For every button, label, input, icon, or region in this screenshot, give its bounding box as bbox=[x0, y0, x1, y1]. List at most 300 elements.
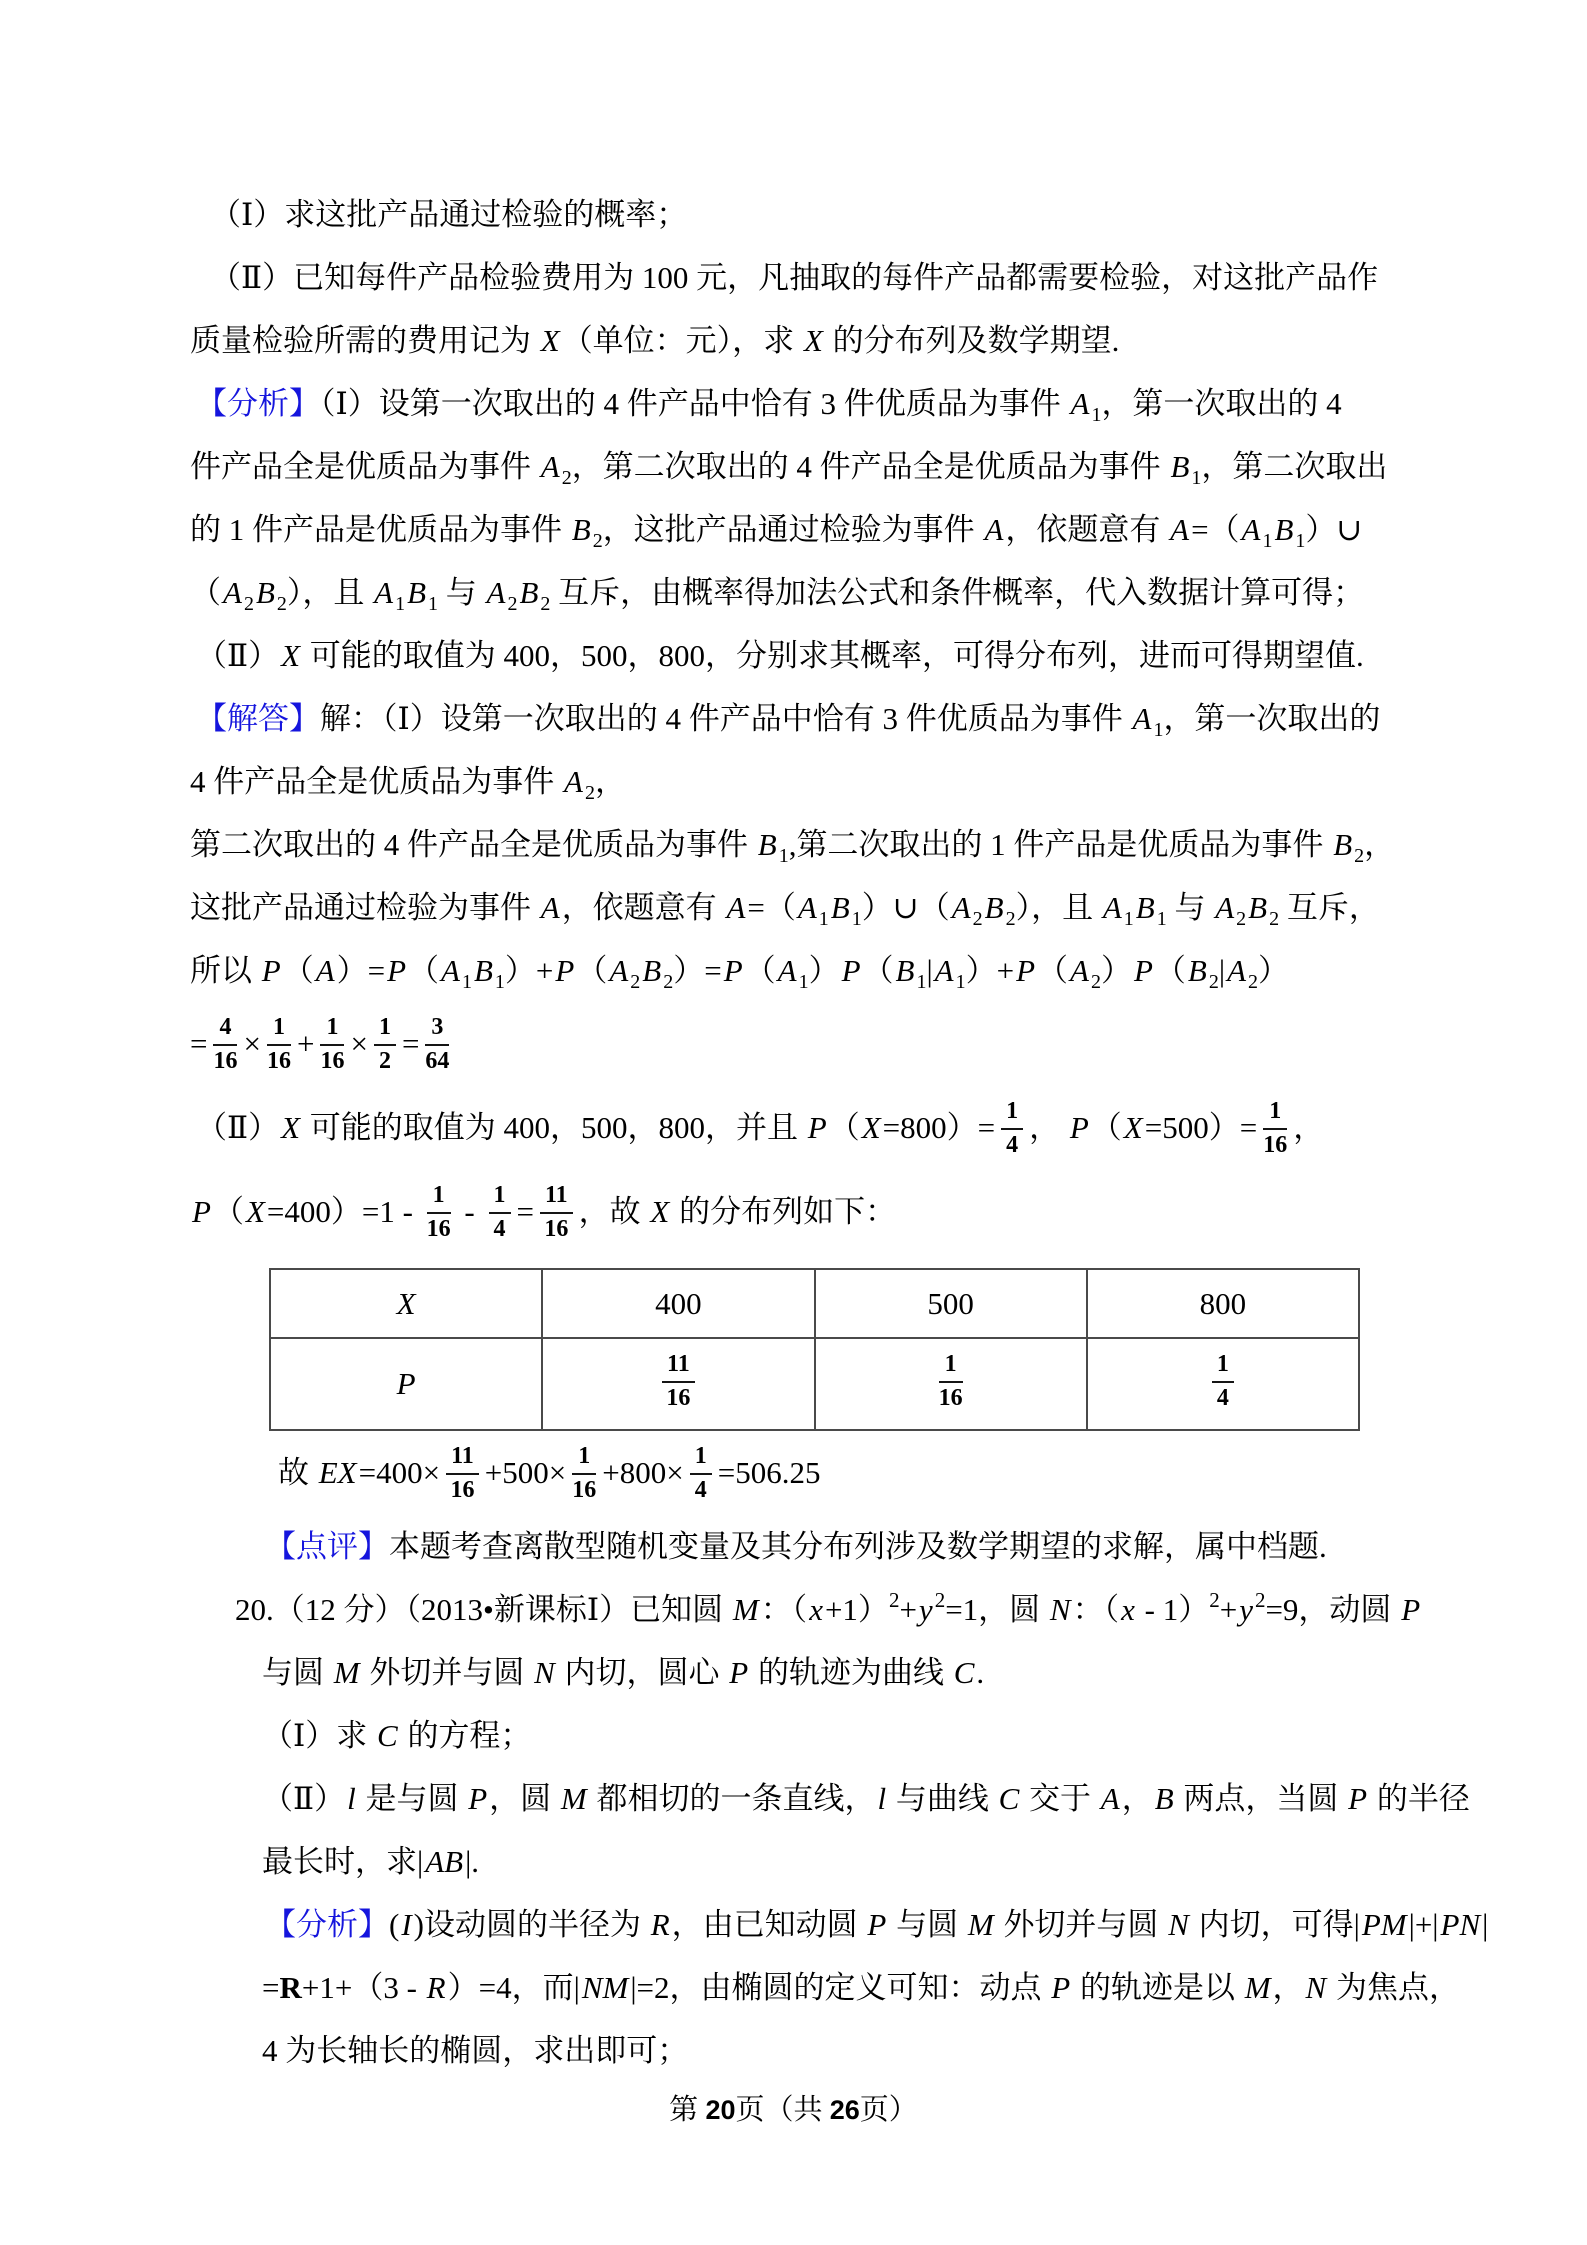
math-var: M bbox=[732, 1592, 759, 1627]
math-var: R bbox=[426, 1970, 446, 2005]
text-run: 外切并与圆 bbox=[361, 1655, 533, 1690]
text-run: = bbox=[516, 1194, 534, 1229]
math-var: P bbox=[387, 953, 407, 988]
text-run: ， bbox=[1364, 827, 1396, 862]
text-run: 质量检验所需的费用记为 bbox=[190, 323, 539, 358]
math-var: X bbox=[281, 1110, 301, 1145]
table-cell bbox=[1087, 1269, 1359, 1338]
subscript: 2 bbox=[540, 593, 551, 615]
math-var: B bbox=[519, 575, 539, 610]
subscript: 1 bbox=[395, 593, 406, 615]
fraction bbox=[540, 1182, 573, 1243]
section-label: 【点评】 bbox=[265, 1529, 389, 1564]
text-run: 是与圆 bbox=[357, 1781, 467, 1816]
math-var: C bbox=[377, 1718, 398, 1753]
text-run: 400 bbox=[655, 1285, 702, 1321]
math-var: N bbox=[1049, 1592, 1071, 1627]
fraction-denominator: 4 bbox=[694, 1476, 707, 1503]
text-run: 本题考查离散型随机变量及其分布列涉及数学期望的求解，属中档题. bbox=[389, 1529, 1327, 1564]
math-var: N bbox=[1168, 1907, 1189, 1942]
text-run: 页（共 bbox=[735, 2094, 830, 2126]
subscript: 1 bbox=[916, 971, 927, 993]
math-var: X bbox=[540, 323, 560, 358]
text-run: ( bbox=[389, 1907, 400, 1942]
math-var: X bbox=[396, 1285, 416, 1321]
text-run: 第 bbox=[669, 2094, 706, 2126]
subscript: 2 bbox=[972, 908, 983, 930]
math-var: M bbox=[333, 1655, 360, 1690]
math-var: P bbox=[1348, 1781, 1368, 1816]
text-line bbox=[190, 813, 1587, 876]
math-var: C bbox=[998, 1781, 1020, 1816]
table-cell bbox=[1087, 1338, 1359, 1430]
section-label: 【解答】 bbox=[196, 701, 320, 736]
math-var: B bbox=[895, 953, 915, 988]
math-var: B bbox=[473, 953, 493, 988]
math-var: A bbox=[540, 449, 560, 484]
text-line bbox=[190, 1170, 1587, 1254]
text-run: 互斥，由概率得加法公式和条件概率，代入数据计算可得； bbox=[550, 575, 1365, 610]
text-run: ）∪（ bbox=[861, 890, 950, 925]
math-var: B bbox=[830, 890, 850, 925]
text-run: 的分布列如下： bbox=[671, 1194, 897, 1229]
text-line bbox=[210, 183, 1587, 246]
text-line bbox=[210, 246, 1587, 309]
text-run: ，由已知动圆 bbox=[671, 1907, 866, 1942]
bold-text: 20 bbox=[705, 2095, 736, 2125]
text-run: （ bbox=[282, 953, 314, 988]
bold-text: 26 bbox=[829, 2095, 860, 2125]
text-run: ） bbox=[1100, 953, 1132, 988]
math-var: B bbox=[571, 512, 591, 547]
text-line bbox=[190, 750, 1587, 813]
fraction-denominator: 64 bbox=[425, 1047, 450, 1074]
text-run: 4 为长轴长的椭圆，求出即可； bbox=[262, 2033, 689, 2068]
text-run: ，第二次取出 bbox=[1201, 449, 1388, 484]
table-cell bbox=[542, 1338, 814, 1430]
subscript: 2 bbox=[630, 971, 641, 993]
math-var: A bbox=[984, 512, 1004, 547]
subscript: 2 bbox=[584, 782, 595, 804]
section-label: 【分析】 bbox=[265, 1907, 389, 1942]
text-run: 交于 bbox=[1021, 1781, 1099, 1816]
subscript: 1 bbox=[778, 845, 789, 867]
text-run: 解：（Ⅰ）设第一次取出的 4 件产品中恰有 3 件优质品为事件 bbox=[320, 701, 1131, 736]
subscript: 1 bbox=[1191, 467, 1202, 489]
math-var: P bbox=[723, 953, 743, 988]
fraction-denominator: 16 bbox=[320, 1047, 345, 1074]
math-var: P bbox=[555, 953, 575, 988]
math-var: A bbox=[609, 953, 629, 988]
text-run: 与 bbox=[1166, 890, 1214, 925]
text-run: ） bbox=[1258, 953, 1289, 988]
fraction-numerator: 1 bbox=[572, 1443, 596, 1475]
text-run: 内切，可得| bbox=[1190, 1907, 1360, 1942]
math-var: P bbox=[1016, 953, 1036, 988]
math-var: I bbox=[401, 1907, 412, 1942]
text-run: ），且 bbox=[1015, 890, 1101, 925]
subscript: 1 bbox=[1123, 908, 1134, 930]
table-cell bbox=[815, 1338, 1087, 1430]
text-run: （ bbox=[862, 953, 894, 988]
subscript: 1 bbox=[1262, 530, 1273, 552]
text-line bbox=[262, 1767, 1587, 1830]
superscript: 2 bbox=[1254, 1588, 1266, 1612]
math-var: AB bbox=[425, 1844, 464, 1879]
text-run: 这批产品通过检验为事件 bbox=[190, 890, 539, 925]
math-var: X bbox=[245, 1194, 265, 1229]
math-var: A bbox=[1102, 890, 1122, 925]
fraction-denominator: 4 bbox=[493, 1215, 506, 1242]
text-run: （ bbox=[1090, 1110, 1122, 1145]
math-var: A bbox=[951, 890, 971, 925]
fraction-denominator: 2 bbox=[378, 1047, 391, 1074]
math-var: P bbox=[841, 953, 861, 988]
text-run: 互斥， bbox=[1279, 890, 1380, 925]
superscript: 2 bbox=[1209, 1588, 1220, 1612]
bold-text: R bbox=[279, 1970, 302, 2005]
fraction bbox=[939, 1351, 963, 1412]
math-var: P bbox=[1133, 953, 1153, 988]
math-var: A bbox=[1132, 701, 1152, 736]
text-run: ）= bbox=[673, 953, 722, 988]
fraction-numerator: 4 bbox=[213, 1014, 237, 1046]
text-run: - bbox=[456, 1194, 483, 1229]
fraction-numerator: 11 bbox=[540, 1182, 573, 1214]
fraction bbox=[690, 1443, 712, 1504]
text-run: |+| bbox=[1408, 1907, 1439, 1942]
subscript: 1 bbox=[851, 908, 862, 930]
text-run: ，第一次取出的 4 bbox=[1101, 386, 1342, 421]
text-run: 的 1 件产品是优质品为事件 bbox=[190, 512, 570, 547]
fraction-numerator: 3 bbox=[425, 1014, 449, 1046]
math-var: A bbox=[1241, 512, 1261, 547]
text-line bbox=[190, 876, 1587, 939]
text-run: | bbox=[1218, 953, 1226, 988]
math-var: C bbox=[953, 1655, 975, 1690]
math-var: P bbox=[192, 1194, 211, 1229]
text-line bbox=[190, 939, 1587, 1002]
text-run: （ bbox=[576, 953, 608, 988]
math-var: NM bbox=[581, 1970, 629, 2005]
fraction-numerator: 1 bbox=[1001, 1098, 1023, 1130]
text-run: 20.（12 分）（2013•新课标Ⅰ）已知圆 bbox=[235, 1592, 731, 1627]
section-label: 【分析】 bbox=[196, 386, 320, 421]
text-run: 都相切的一条直线， bbox=[588, 1781, 876, 1816]
fraction-denominator: 16 bbox=[1263, 1131, 1288, 1158]
subscript: 1 bbox=[494, 971, 505, 993]
fraction bbox=[1263, 1098, 1287, 1159]
fraction bbox=[1212, 1351, 1234, 1412]
math-var: A bbox=[934, 953, 954, 988]
math-var: B bbox=[642, 953, 662, 988]
page-footer bbox=[0, 2088, 1587, 2132]
math-var: N bbox=[534, 1655, 555, 1690]
text-run: = bbox=[401, 1026, 420, 1061]
text-run: 的分布列及数学期望. bbox=[824, 323, 1120, 358]
text-line bbox=[265, 1893, 1587, 1956]
math-var: A bbox=[797, 890, 817, 925]
text-line bbox=[278, 1431, 1587, 1515]
text-run: 的半径 bbox=[1369, 1781, 1470, 1816]
math-var: P bbox=[396, 1366, 416, 1401]
text-run: =400）=1 - bbox=[266, 1194, 421, 1229]
math-var: A bbox=[564, 764, 583, 799]
fraction-denominator: 16 bbox=[572, 1476, 597, 1503]
fraction bbox=[572, 1443, 596, 1504]
text-line bbox=[196, 624, 1587, 687]
fraction-denominator: 16 bbox=[666, 1385, 691, 1411]
text-run: （Ⅱ） bbox=[196, 1110, 280, 1145]
math-var: y bbox=[1239, 1592, 1253, 1627]
subscript: 2 bbox=[1005, 908, 1016, 930]
table-row bbox=[270, 1338, 1359, 1430]
text-run: ）+ bbox=[504, 953, 554, 988]
fraction bbox=[213, 1014, 237, 1075]
subscript: 2 bbox=[1236, 908, 1247, 930]
math-var: N bbox=[1305, 1970, 1327, 2005]
fraction-numerator: 1 bbox=[1212, 1351, 1234, 1383]
math-var: A bbox=[441, 953, 460, 988]
math-var: B bbox=[1154, 1781, 1174, 1816]
text-line bbox=[262, 2019, 1587, 2082]
subscript: 1 bbox=[1153, 719, 1164, 741]
text-run: （Ⅰ）求这批产品通过检验的概率； bbox=[210, 197, 688, 232]
text-line bbox=[262, 1956, 1587, 2019]
problem19-solution-section bbox=[0, 183, 1587, 1254]
subscript: 1 bbox=[461, 971, 472, 993]
subscript: 2 bbox=[561, 467, 572, 489]
math-var: A bbox=[1070, 953, 1089, 988]
text-run: ， bbox=[1121, 1781, 1153, 1816]
fraction-denominator: 16 bbox=[213, 1047, 238, 1074]
text-run: + bbox=[296, 1026, 315, 1061]
text-line bbox=[262, 1641, 1587, 1704]
text-run: ，第一次取出的 bbox=[1163, 701, 1381, 736]
fraction-numerator: 1 bbox=[1263, 1098, 1287, 1130]
text-run: =（ bbox=[1191, 512, 1240, 547]
text-run: （Ⅰ）设第一次取出的 4 件产品中恰有 3 件优质品为事件 bbox=[320, 386, 1069, 421]
text-run: + bbox=[1219, 1592, 1238, 1627]
text-run: （Ⅰ）求 bbox=[262, 1718, 375, 1753]
math-var: M bbox=[967, 1907, 994, 1942]
text-run: +500× bbox=[484, 1455, 567, 1490]
math-var: P bbox=[807, 1110, 827, 1145]
text-run: = bbox=[262, 1970, 280, 2005]
text-run: +1+（3 - bbox=[301, 1970, 425, 2005]
subscript: 2 bbox=[276, 593, 287, 615]
math-var: A bbox=[486, 575, 506, 610]
text-run: （ bbox=[212, 1194, 244, 1229]
fraction bbox=[320, 1014, 344, 1075]
text-run: （ bbox=[828, 1110, 860, 1145]
problem19-conclusion-section bbox=[0, 1431, 1587, 1578]
text-run: 500 bbox=[927, 1285, 974, 1321]
fraction-denominator: 16 bbox=[450, 1476, 475, 1503]
math-var: X bbox=[861, 1110, 881, 1145]
subscript: 2 bbox=[592, 530, 603, 552]
text-run: ， bbox=[594, 764, 626, 799]
text-line bbox=[190, 1002, 1587, 1086]
text-run: - 1） bbox=[1136, 1592, 1210, 1627]
text-run: 与圆 bbox=[262, 1655, 332, 1690]
subscript: 2 bbox=[1269, 908, 1280, 930]
problem20-section bbox=[0, 1578, 1587, 2082]
text-run: ，圆 bbox=[489, 1781, 559, 1816]
math-var: B bbox=[984, 890, 1004, 925]
text-run: =506.25 bbox=[717, 1455, 821, 1490]
math-var: A bbox=[777, 953, 797, 988]
fraction-numerator: 1 bbox=[690, 1443, 712, 1475]
table-cell bbox=[542, 1269, 814, 1338]
text-line bbox=[190, 435, 1587, 498]
text-run: 第二次取出的 4 件产品全是优质品为事件 bbox=[190, 827, 756, 862]
text-run: （单位：元），求 bbox=[561, 323, 802, 358]
fraction-denominator: 4 bbox=[1216, 1385, 1229, 1411]
math-var: A bbox=[540, 890, 560, 925]
text-run: 与 bbox=[438, 575, 485, 610]
text-run: ），且 bbox=[286, 575, 373, 610]
text-run: 800 bbox=[1199, 1285, 1247, 1321]
fraction-denominator: 16 bbox=[938, 1385, 963, 1411]
text-run: （ bbox=[190, 575, 221, 610]
text-run: 两点，当圆 bbox=[1175, 1781, 1347, 1816]
fraction bbox=[446, 1443, 479, 1504]
math-var: A bbox=[1100, 1781, 1120, 1816]
text-run: （ bbox=[408, 953, 440, 988]
text-run: 与圆 bbox=[888, 1907, 966, 1942]
math-var: B bbox=[1274, 512, 1294, 547]
fraction bbox=[1001, 1098, 1023, 1159]
subscript: 2 bbox=[663, 971, 674, 993]
math-var: A bbox=[1227, 953, 1246, 988]
fraction-denominator: 4 bbox=[1006, 1131, 1019, 1158]
text-run: 内切，圆心 bbox=[556, 1655, 728, 1690]
fraction-numerator: 1 bbox=[374, 1014, 396, 1046]
text-run: ， bbox=[1293, 1110, 1325, 1145]
text-line bbox=[196, 687, 1587, 750]
text-run: = bbox=[190, 1026, 208, 1061]
text-run: ，依题意有 bbox=[561, 890, 725, 925]
table-cell bbox=[815, 1269, 1087, 1338]
text-line bbox=[265, 1515, 1587, 1578]
math-var: B bbox=[1248, 890, 1268, 925]
text-run: 件产品全是优质品为事件 bbox=[190, 449, 539, 484]
text-run: + bbox=[899, 1592, 917, 1627]
fraction-numerator: 11 bbox=[446, 1443, 479, 1475]
text-run: 的轨迹是以 bbox=[1072, 1970, 1243, 2005]
text-run: 所以 bbox=[190, 953, 260, 988]
fraction bbox=[662, 1351, 695, 1412]
math-var: A bbox=[315, 953, 335, 988]
math-var: A bbox=[1070, 386, 1090, 421]
subscript: 1 bbox=[1295, 530, 1306, 552]
text-run: ，这批产品通过检验为事件 bbox=[602, 512, 983, 547]
text-run: ，第二次取出的 4 件产品全是优质品为事件 bbox=[571, 449, 1169, 484]
math-var: X bbox=[650, 1194, 670, 1229]
math-var: P bbox=[1051, 1970, 1071, 2005]
math-var: M bbox=[560, 1781, 587, 1816]
fraction-denominator: 16 bbox=[266, 1047, 291, 1074]
math-var: B bbox=[1187, 953, 1207, 988]
superscript: 2 bbox=[888, 1588, 900, 1612]
math-var: P bbox=[867, 1907, 887, 1942]
fraction bbox=[267, 1014, 291, 1075]
math-var: A bbox=[374, 575, 394, 610]
fraction-denominator: 16 bbox=[544, 1215, 569, 1242]
text-run: ， bbox=[1272, 1970, 1304, 2005]
fraction bbox=[427, 1182, 451, 1243]
text-line bbox=[190, 309, 1587, 372]
text-run: 为焦点， bbox=[1328, 1970, 1460, 2005]
subscript: 1 bbox=[955, 971, 966, 993]
subscript: 2 bbox=[1090, 971, 1101, 993]
text-run: 最长时，求| bbox=[262, 1844, 424, 1879]
text-run: =（ bbox=[747, 890, 796, 925]
math-var: A bbox=[1170, 512, 1190, 547]
subscript: 1 bbox=[818, 908, 829, 930]
text-run: 4 件产品全是优质品为事件 bbox=[190, 764, 562, 799]
text-run: × bbox=[243, 1026, 261, 1061]
subscript: 2 bbox=[1354, 845, 1365, 867]
text-run: × bbox=[350, 1026, 368, 1061]
text-run: ,第二次取出的 1 件产品是优质品为事件 bbox=[788, 827, 1332, 862]
math-var: B bbox=[1170, 449, 1190, 484]
fraction-numerator: 1 bbox=[320, 1014, 344, 1046]
math-var: A bbox=[223, 575, 242, 610]
table-row bbox=[270, 1269, 1359, 1338]
math-var: A bbox=[1215, 890, 1235, 925]
text-run: =9，动圆 bbox=[1265, 1592, 1400, 1627]
text-run: ）+ bbox=[965, 953, 1015, 988]
text-run: ）=4，而| bbox=[447, 1970, 580, 2005]
text-run: =1，圆 bbox=[945, 1592, 1048, 1627]
text-line bbox=[190, 498, 1587, 561]
text-line bbox=[190, 561, 1587, 624]
distribution-table bbox=[269, 1268, 1360, 1431]
text-run: 与曲线 bbox=[888, 1781, 997, 1816]
text-run: （ bbox=[1037, 953, 1069, 988]
math-var: P bbox=[468, 1781, 488, 1816]
text-run: （Ⅱ）已知每件产品检验费用为 100 元，凡抽取的每件产品都需要检验，对这批产品作 bbox=[210, 260, 1379, 295]
text-run: 可能的取值为 400，500，800，并且 bbox=[302, 1110, 806, 1145]
text-run: ：（ bbox=[760, 1592, 808, 1627]
text-line bbox=[235, 1578, 1587, 1641]
text-run: 的轨迹为曲线 bbox=[750, 1655, 952, 1690]
math-var: R bbox=[650, 1907, 670, 1942]
text-run: |. bbox=[465, 1844, 480, 1879]
subscript: 2 bbox=[507, 593, 518, 615]
text-run: 页） bbox=[859, 2094, 918, 2126]
subscript: 2 bbox=[243, 593, 254, 615]
text-run: | bbox=[926, 953, 933, 988]
math-var: EX bbox=[318, 1455, 357, 1490]
text-run: ，依题意有 bbox=[1005, 512, 1169, 547]
math-var: x bbox=[1121, 1592, 1135, 1627]
fraction-denominator: 16 bbox=[426, 1215, 451, 1242]
table-cell bbox=[270, 1269, 542, 1338]
fraction-numerator: 1 bbox=[489, 1182, 511, 1214]
subscript: 2 bbox=[1248, 971, 1258, 993]
subscript: 1 bbox=[1156, 908, 1167, 930]
text-run: | bbox=[1482, 1907, 1489, 1942]
subscript: 2 bbox=[1208, 971, 1219, 993]
math-var: X bbox=[1123, 1110, 1143, 1145]
table-cell bbox=[270, 1338, 542, 1430]
math-var: X bbox=[281, 638, 301, 673]
text-run: . bbox=[976, 1655, 985, 1690]
math-var: A bbox=[726, 890, 746, 925]
